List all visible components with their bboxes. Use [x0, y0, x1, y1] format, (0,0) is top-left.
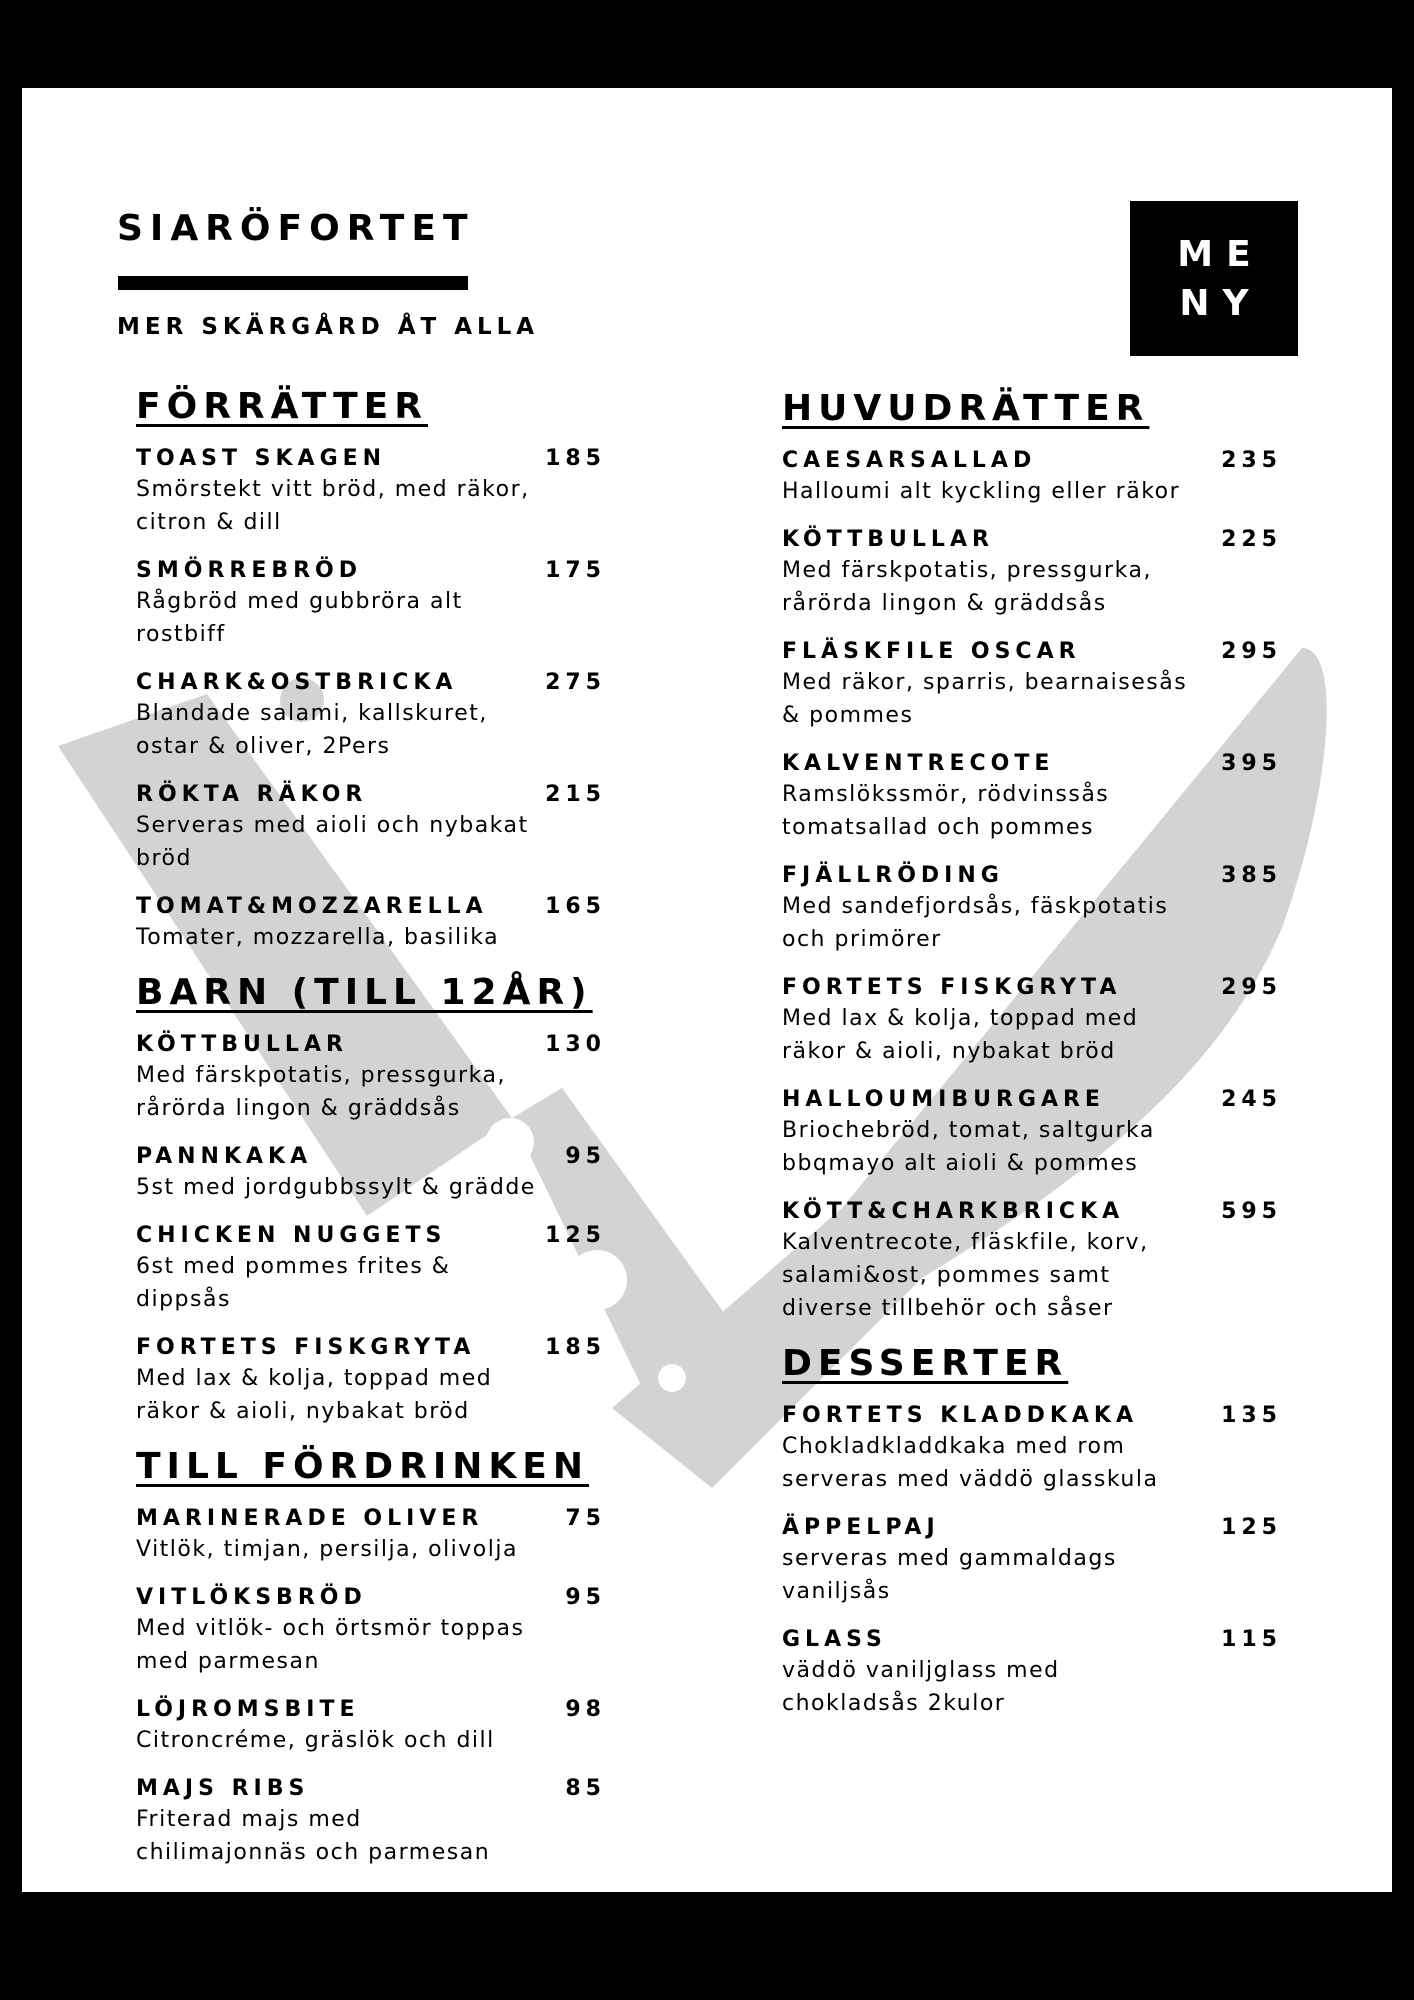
item-description: Med lax & kolja, toppad med räkor & aioli, nybakat bröd [136, 1366, 493, 1424]
item-name: SMÖRREBRÖD [136, 558, 363, 583]
menu-item [136, 893, 606, 954]
menu-item [782, 1198, 1282, 1325]
menu-item [782, 1626, 1282, 1720]
item-description: Rågbröd med gubbröra alt rostbiff [136, 589, 463, 647]
item-price: 225 [1221, 527, 1282, 552]
section-heading: BARN (TILL 12ÅR) [136, 972, 593, 1013]
item-price: 115 [1221, 1627, 1282, 1652]
item-name: FJÄLLRÖDING [782, 863, 1004, 888]
item-name: FLÄSKFILE OSCAR [782, 639, 1081, 664]
item-description: Kalventrecote, fläskfile, korv, salami&ost, pommes samt diverse tillbehör och såser [782, 1230, 1149, 1321]
menu-item [136, 669, 606, 763]
menu-item [782, 526, 1282, 620]
item-name: FORTETS KLADDKAKA [782, 1403, 1138, 1428]
item-name: KÖTTBULLAR [136, 1032, 348, 1057]
item-name: CHARK&OSTBRICKA [136, 670, 458, 695]
item-price: 130 [545, 1032, 606, 1057]
item-description: Tomater, mozzarella, basilika [136, 925, 500, 950]
menu-item [782, 1402, 1282, 1496]
menu-item [782, 974, 1282, 1068]
item-name: ÄPPELPAJ [782, 1515, 940, 1540]
menu-page [22, 88, 1392, 1892]
item-name: HALLOUMIBURGARE [782, 1087, 1105, 1112]
right-column [782, 388, 1282, 1738]
menu-badge [1130, 201, 1298, 356]
section-huvudratter [782, 388, 1282, 1325]
item-price: 175 [545, 558, 606, 583]
item-description: Citroncréme, gräslök och dill [136, 1728, 495, 1753]
left-column [136, 386, 606, 1887]
menu-item [136, 557, 606, 651]
item-name: CHICKEN NUGGETS [136, 1223, 447, 1248]
item-name: TOAST SKAGEN [136, 446, 387, 471]
restaurant-name: SIARÖFORTET [117, 208, 475, 249]
menu-item [136, 1222, 606, 1316]
item-price: 235 [1221, 448, 1282, 473]
menu-item [136, 1334, 606, 1428]
section-forratter [136, 386, 606, 954]
item-description: 5st med jordgubbssylt & grädde [136, 1175, 536, 1200]
item-name: KÖTT&CHARKBRICKA [782, 1199, 1125, 1224]
item-description: serveras med gammaldags vaniljsås [782, 1546, 1117, 1604]
menu-item [782, 862, 1282, 956]
menu-item [136, 781, 606, 875]
item-description: Vitlök, timjan, persilja, olivolja [136, 1537, 518, 1562]
item-price: 295 [1221, 975, 1282, 1000]
item-description: Ramslökssmör, rödvinssås tomatsallad och pommes [782, 782, 1110, 840]
item-description: väddö vaniljglass med chokladsås 2kulor [782, 1658, 1060, 1716]
item-name: TOMAT&MOZZARELLA [136, 894, 488, 919]
item-name: GLASS [782, 1627, 887, 1652]
section-heading: HUVUDRÄTTER [782, 388, 1150, 429]
section-desserter [782, 1343, 1282, 1720]
menu-badge-label: MENY [1177, 233, 1264, 324]
item-description: Med sandefjordsås, fäskpotatis och primörer [782, 894, 1169, 952]
item-description: Serveras med aioli och nybakat bröd [136, 813, 529, 871]
item-price: 185 [545, 446, 606, 471]
item-description: Med räkor, sparris, bearnaisesås & pommes [782, 670, 1188, 728]
item-price: 95 [565, 1585, 606, 1610]
menu-item [136, 445, 606, 539]
item-description: Med lax & kolja, toppad med räkor & aioli, nybakat bröd [782, 1006, 1139, 1064]
item-name: FORTETS FISKGRYTA [782, 975, 1122, 1000]
item-description: Briochebröd, tomat, saltgurka bbqmayo alt aioli & pommes [782, 1118, 1155, 1176]
section-heading: FÖRRÄTTER [136, 386, 428, 427]
menu-item [782, 750, 1282, 844]
menu-item [782, 1514, 1282, 1608]
section-heading: DESSERTER [782, 1343, 1069, 1384]
item-price: 185 [545, 1335, 606, 1360]
title-underline-bar [118, 276, 468, 290]
menu-item [136, 1584, 606, 1678]
item-description: Halloumi alt kyckling eller räkor [782, 479, 1181, 504]
item-name: MARINERADE OLIVER [136, 1506, 484, 1531]
item-name: KÖTTBULLAR [782, 527, 994, 552]
menu-item [136, 1031, 606, 1125]
item-name: LÖJROMSBITE [136, 1697, 360, 1722]
item-name: RÖKTA RÄKOR [136, 782, 368, 807]
item-price: 595 [1221, 1199, 1282, 1224]
item-name: PANNKAKA [136, 1144, 313, 1169]
item-price: 125 [1221, 1515, 1282, 1540]
item-price: 395 [1221, 751, 1282, 776]
item-price: 75 [565, 1506, 606, 1531]
item-price: 275 [545, 670, 606, 695]
item-price: 385 [1221, 863, 1282, 888]
item-name: CAESARSALLAD [782, 448, 1037, 473]
item-name: FORTETS FISKGRYTA [136, 1335, 476, 1360]
menu-item [136, 1143, 606, 1204]
item-price: 98 [565, 1697, 606, 1722]
item-price: 135 [1221, 1403, 1282, 1428]
item-description: Med vitlök- och örtsmör toppas med parmesan [136, 1616, 525, 1674]
item-description: Blandade salami, kallskuret, ostar & oliver, 2Pers [136, 701, 488, 759]
item-description: 6st med pommes frites & dippsås [136, 1254, 451, 1312]
item-price: 85 [565, 1776, 606, 1801]
item-price: 245 [1221, 1087, 1282, 1112]
restaurant-tagline: MER SKÄRGÅRD ÅT ALLA [117, 314, 540, 340]
item-description: Med färskpotatis, pressgurka, rårörda lingon & gräddsås [782, 558, 1152, 616]
item-description: Med färskpotatis, pressgurka, rårörda lingon & gräddsås [136, 1063, 506, 1121]
menu-item [136, 1505, 606, 1566]
menu-item [782, 638, 1282, 732]
section-barn [136, 972, 606, 1428]
item-name: MAJS RIBS [136, 1776, 310, 1801]
item-name: VITLÖKSBRÖD [136, 1585, 367, 1610]
item-description: Friterad majs med chilimajonnäs och parmesan [136, 1807, 491, 1865]
item-price: 125 [545, 1223, 606, 1248]
item-description: Smörstekt vitt bröd, med räkor, citron & dill [136, 477, 530, 535]
section-heading: TILL FÖRDRINKEN [136, 1446, 590, 1487]
menu-item [136, 1775, 606, 1869]
menu-item [782, 1086, 1282, 1180]
item-description: Chokladkladdkaka med rom serveras med väddö glasskula [782, 1434, 1159, 1492]
menu-item [782, 447, 1282, 508]
item-price: 295 [1221, 639, 1282, 664]
section-fordrinken [136, 1446, 606, 1869]
item-price: 165 [545, 894, 606, 919]
menu-item [136, 1696, 606, 1757]
item-name: KALVENTRECOTE [782, 751, 1055, 776]
item-price: 215 [545, 782, 606, 807]
item-price: 95 [565, 1144, 606, 1169]
